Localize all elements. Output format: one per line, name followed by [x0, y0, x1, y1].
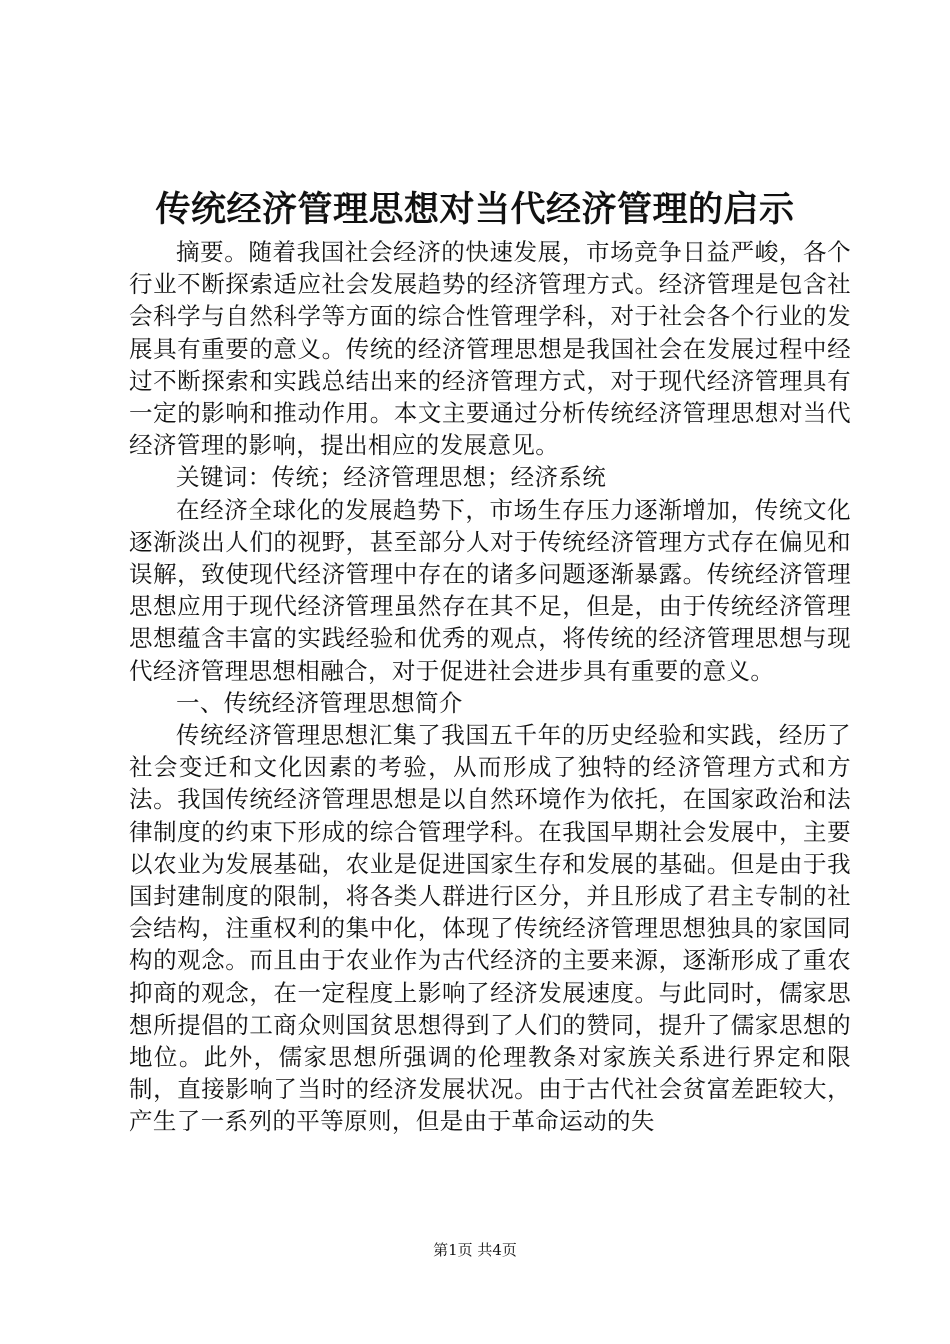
document-body: [129, 236, 851, 1138]
page-footer: 第1页 共4页: [433, 1241, 517, 1259]
abstract-paragraph: 摘要。随着我国社会经济的快速发展，市场竞争日益严峻，各个行业不断探索适应社会发展趋势的经济管理方式。经济管理是包含社会科学与自然科学等方面的综合性管理学科，对于社会各个行业的发展具有重要的意义。传统的经济管理思想是我国社会在发展过程中经过不断探索和实践总结出来的经济管理方式，对于现代经济管理具有一定的影响和推动作用。本文主要通过分析传统经济管理思想对当代经济管理的影响，提出相应的发展意见。: [129, 238, 851, 460]
document-title: 传统经济管理思想对当代经济管理的启示: [155, 190, 795, 230]
intro-paragraph: 在经济全球化的发展趋势下，市场生存压力逐渐增加，传统文化逐渐淡出人们的视野，甚至部分人对于传统经济管理方式存在偏见和误解，致使现代经济管理中存在的诸多问题逐渐暴露。传统经济管理思想应用于现代经济管理虽然存在其不足，但是，由于传统经济管理思想蕴含丰富的实践经验和优秀的观点，将传统的经济管理思想与现代经济管理思想相融合，对于促进社会进步具有重要的意义。: [129, 495, 851, 685]
section-paragraph: 传统经济管理思想汇集了我国五千年的历史经验和实践，经历了社会变迁和文化因素的考验，从而形成了独特的经济管理方式和方法。我国传统经济管理思想是以自然环境作为依托，在国家政治和法律制度的约束下形成的综合管理学科。在我国早期社会发展中，主要以农业为发展基础，农业是促进国家生存和发展的基础。但是由于我国封建制度的限制，将各类人群进行区分，并且形成了君主专制的社会结构，注重权利的集中化，体现了传统经济管理思想独具的家国同构的观念。而且由于农业作为古代经济的主要来源，逐渐形成了重农抑商的观念，在一定程度上影响了经济发展速度。与此同时，儒家思想所提倡的工商众则国贫思想得到了人们的赞同，提升了儒家思想的地位。此外，儒家思想所强调的伦理教条对家族关系进行界定和限制，直接影响了当时的经济发展状况。由于古代社会贫富差距较大，产生了一系列的平等原则，但是由于革命运动的失: [129, 721, 851, 1136]
keywords-paragraph: 关键词：传统；经济管理思想；经济系统: [176, 463, 607, 492]
section-heading: 一、传统经济管理思想简介: [176, 688, 463, 717]
